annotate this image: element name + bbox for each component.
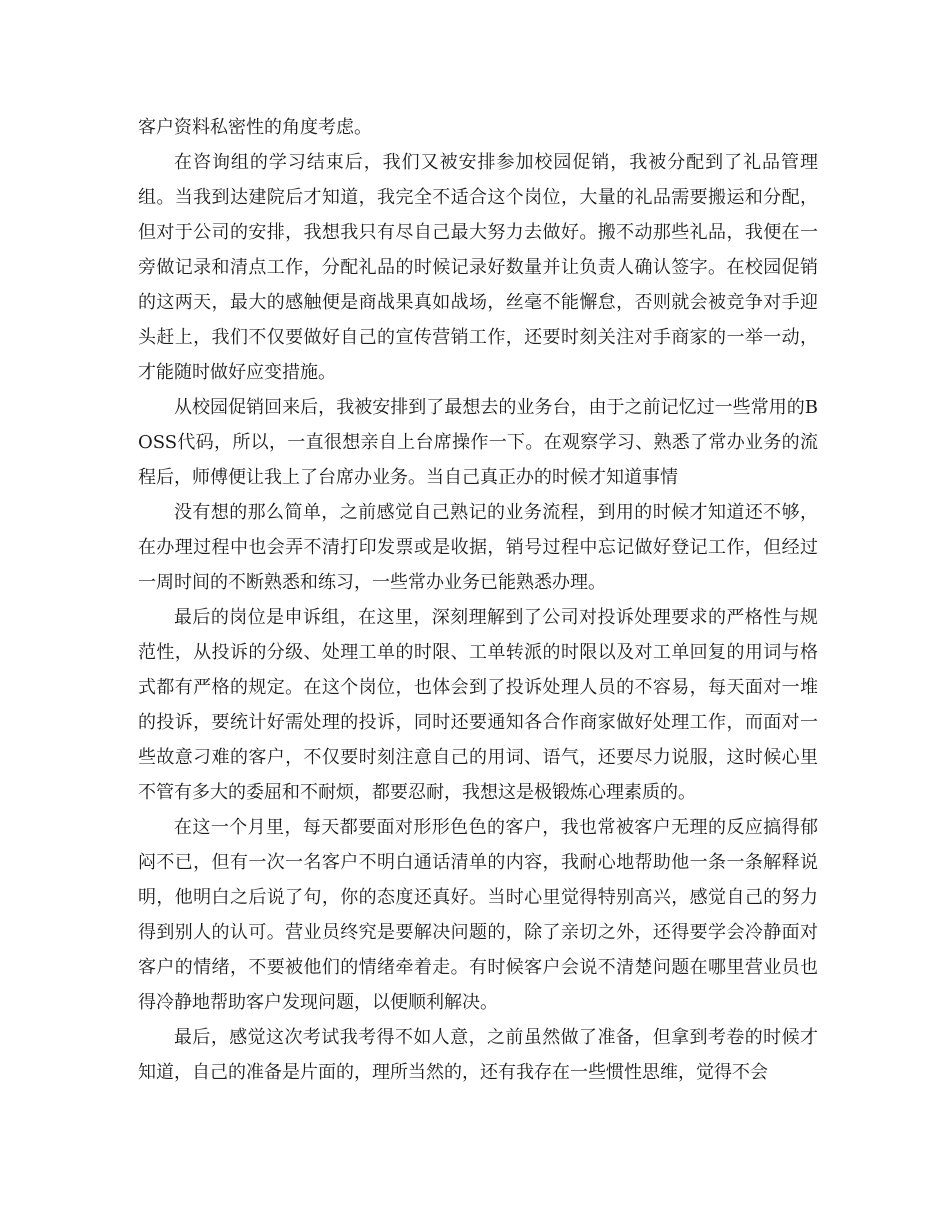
paragraph-7: 最后，感觉这次考试我考得不如人意，之前虽然做了准备，但拿到考卷的时候才知道，自己的准备是片面的，理所当然的，还有我存在一些惯性思维，觉得不会 [138,1027,818,1083]
paragraph-1: 客户资料私密性的角度考虑。 [138,117,372,138]
paragraph-3: 从校园促销回来后，我被安排到了最想去的业务台，由于之前记忆过一些常用的BOSS代码，所以，一直很想亲自上台席操作一下。在观察学习、熟悉了常办业务的流程后，师傅便让我上了台席办业务。当自己真正办的时候才知道事情 [138,397,818,488]
paragraph-2: 在咨询组的学习结束后，我们又被安排参加校园促销，我被分配到了礼品管理组。当我到达建院后才知道，我完全不适合这个岗位，大量的礼品需要搬运和分配，但对于公司的安排，我想我只有尽自己最大努力去做好。搬不动那些礼品，我便在一旁做记录和清点工作，分配礼品的时候记录好数量并让负责人确认签字。在校园促销的这两天，最大的感触便是商战果真如战场，丝毫不能懈怠，否则就会被竞争对手迎头赶上，我们不仅要做好自己的宣传营销工作，还要时刻关注对手商家的一举一动，才能随时做好应变措施。 [138,152,818,383]
paragraph-4: 没有想的那么简单，之前感觉自己熟记的业务流程，到用的时候才知道还不够，在办理过程中也会弄不清打印发票或是收据，销号过程中忘记做好登记工作，但经过一周时间的不断熟悉和练习，一些常办业务已能熟悉办理。 [138,502,818,593]
document-body [138,110,818,1090]
paragraph-6: 在这一个月里，每天都要面对形形色色的客户，我也常被客户无理的反应搞得郁闷不已，但有一次一名客户不明白通话清单的内容，我耐心地帮助他一条一条解释说明，他明白之后说了句，你的态度还真好。当时心里觉得特别高兴，感觉自己的努力得到别人的认可。营业员终究是要解决问题的，除了亲切之外，还得要学会冷静面对客户的情绪，不要被他们的情绪牵着走。有时候客户会说不清楚问题在哪里营业员也得冷静地帮助客户发现问题，以便顺利解决。 [138,817,818,1013]
paragraph-5: 最后的岗位是申诉组，在这里，深刻理解到了公司对投诉处理要求的严格性与规范性，从投诉的分级、处理工单的时限、工单转派的时限以及对工单回复的用词与格式都有严格的规定。在这个岗位，也体会到了投诉处理人员的不容易，每天面对一堆的投诉，要统计好需处理的投诉，同时还要通知各合作商家做好处理工作，而面对一些故意刁难的客户，不仅要时刻注意自己的用词、语气，还要尽力说服，这时候心里不管有多大的委屈和不耐烦，都要忍耐，我想这是极锻炼心理素质的。 [138,607,818,803]
